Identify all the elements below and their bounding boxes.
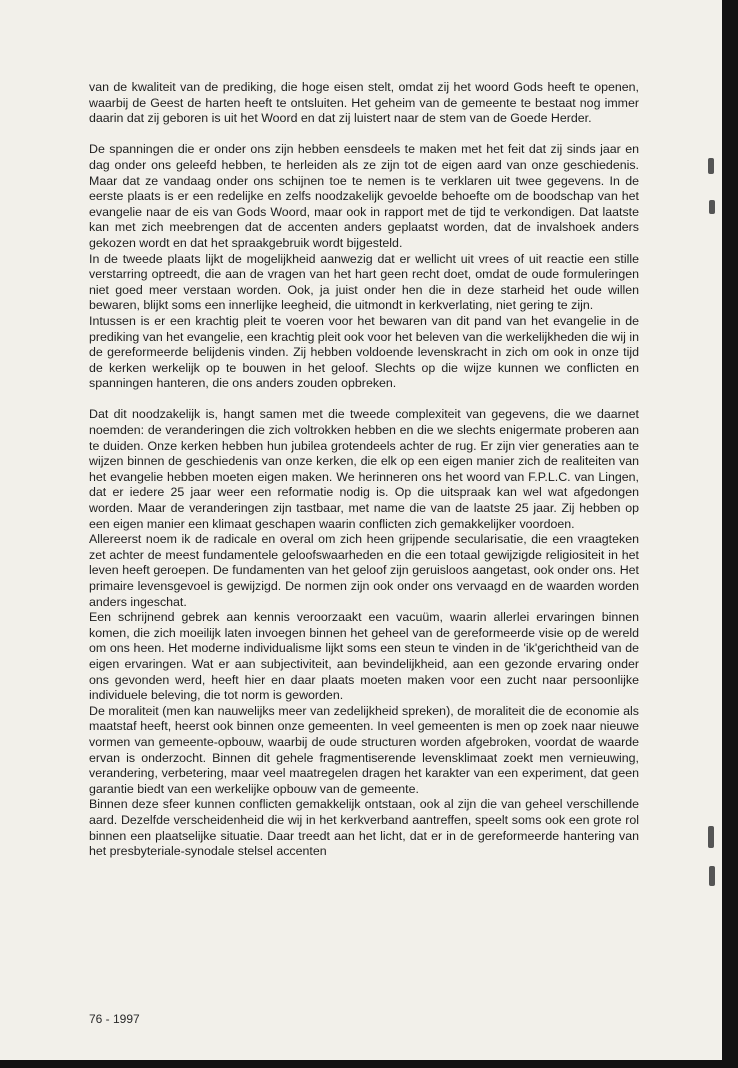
paragraph: van de kwaliteit van de prediking, die hoge eisen stelt, omdat zij het woord Gods heeft te openen, waarbij de Geest de harten heeft te ontsluiten. Het geheim van de gemeente te bestaat nog immer daarin dat zij geboren is uit het Woord en dat zij luistert naar de stem van de Goede Herder. [89, 80, 639, 126]
body-text [89, 80, 639, 860]
paragraph: Intussen is er een krachtig pleit te voeren voor het bewaren van dit pand van het evangelie in de prediking van het evangelie, een krachtig pleit ook voor het beleven van die werkelijkheden die wij in de gereformeerde belijdenis vinden. Zij hebben voldoende levenskracht in zich om ook in onze tijd de kerken werkelijk op te bouwen in het geloof. Slechts op die wijze kunnen we conflicten en spanningen hanteren, die ons anders zouden opbreken. [89, 313, 639, 391]
binding-mark [708, 158, 714, 174]
paragraph: In de tweede plaats lijkt de mogelijkheid aanwezig dat er wellicht uit vrees of uit reactie een stille verstarring optreedt, die aan de vragen van het hart geen recht doet, omdat de oude formuleringen niet goed meer verstaan worden. Ook, ja juist onder hen die in deze starheid het oude willen bewaren, blijkt soms een innerlijke leegheid, die uitmondt in kerkverlating, niet gering te zijn. [89, 251, 639, 313]
paragraph: Dat dit noodzakelijk is, hangt samen met die tweede complexiteit van gegevens, die we daarnet noemden: de veranderingen die zich voltrokken hebben en die we slechts enigermate proberen aan te duiden. Onze kerken hebben hun jubilea grotendeels achter de rug. Er zijn vier generaties aan te wijzen binnen de geschiedenis van onze kerken, die elk op een eigen manier zich de realiteiten van het evangelie hebben moeten eigen maken. We herinneren ons het woord van F.P.L.C. van Lingen, dat er iedere 25 jaar weer een reformatie nodig is. Op die uitspraak kan wel wat afgedongen worden. Maar de veranderingen zijn tastbaar, met name die van de laatste 25 jaar. Zij hebben op een eigen manier een klimaat geschapen waarin conflicten zich gemakkelijker voordoen. [89, 407, 639, 531]
paragraph: Binnen deze sfeer kunnen conflicten gemakkelijk ontstaan, ook al zijn die van geheel verschillende aard. Dezelfde verscheidenheid die wij in het kerkverband aantreffen, speelt soms ook een grote rol binnen een plaatselijke situatie. Daar treedt aan het licht, dat er in de gereformeerde hantering van het presbyteriale-synodale stelsel accenten [89, 797, 639, 859]
page-footer: 76 - 1997 [89, 1012, 140, 1026]
paragraph: Allereerst noem ik de radicale en overal om zich heen grijpende secularisatie, die een vraagteken zet achter de meest fundamentele geloofswaarheden en die een totaal gewijzigde religiositeit in het leven heeft geroepen. De fundamenten van het geloof zijn geruisloos aangetast, ook onder ons. Het primaire levensgevoel is gewijzigd. De normen zijn ook onder ons vervaagd en de waarden worden anders ingeschat. [89, 532, 639, 609]
binding-mark [708, 826, 714, 848]
scan-edge-right [722, 0, 738, 1068]
paragraph: Een schrijnend gebrek aan kennis veroorzaakt een vacuüm, waarin allerlei ervaringen binnen komen, die zich moeilijk laten invoegen binnen het geheel van de gereformeerde visie op de wereld om ons heen. Het moderne individualisme lijkt soms een steun te vinden in de 'ik'gerichtheid van de eigen ervaringen. Wat er aan subjectiviteit, aan bevindelijkheid, aan een gezonde ervaring onder ons gevonden werd, heeft hier en daar plaats moeten maken voor een zucht naar persoonlijke individuele beleving, die tot norm is geworden. [89, 610, 639, 703]
binding-mark [709, 866, 715, 886]
paragraph: De moraliteit (men kan nauwelijks meer van zedelijkheid spreken), de moraliteit die de economie als maatstaf heeft, heerst ook binnen onze gemeenten. In veel gemeenten is men op zoek naar nieuwe vormen van gemeente-opbouw, waarbij de oude structuren worden afgebroken, voordat de waarde ervan is onderzocht. Binnen dit gehele fragmentiserende levensklimaat zoekt men vernieuwing, verandering, verbetering, maar veel maatregelen dragen het karakter van een experiment, dat geen garantie biedt van een werkelijke opbouw van de gemeente. [89, 703, 639, 796]
paragraph: De spanningen die er onder ons zijn hebben eensdeels te maken met het feit dat zij sinds jaar en dag onder ons geleefd hebben, te herleiden als ze zijn tot de eigen aard van onze geschiedenis. Maar dat ze vandaag onder ons schijnen toe te nemen is te verklaren uit twee gegevens. In de eerste plaats is er een redelijke en zelfs noodzakelijk gevoelde behoefte om de boodschap van het evangelie naar de eis van Gods Woord, maar ook in rapport met de tijd te verkondigen. Dat laatste kan met zich meebrengen dat de accenten anders geplaatst worden, dat de invalshoek anders gekozen wordt en dat het spraakgebruik wordt bijgesteld. [89, 142, 639, 250]
binding-mark [709, 200, 715, 214]
scan-edge-bottom [0, 1060, 738, 1068]
